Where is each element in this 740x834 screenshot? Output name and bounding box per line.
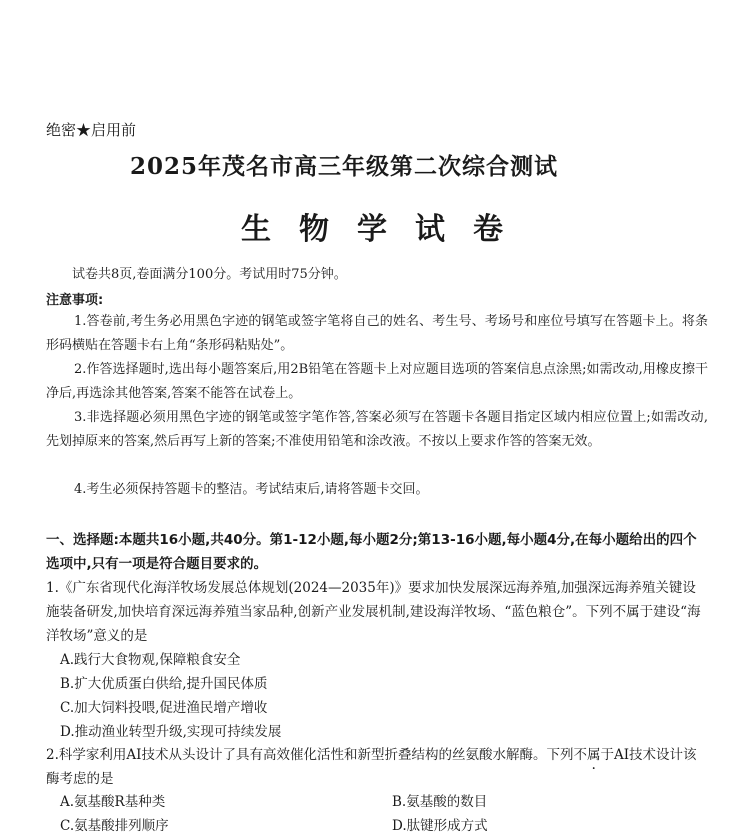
question-1-option-a: A.践行大食物观,保障粮食安全 bbox=[60, 652, 241, 668]
question-2-option-b: B.氨基酸的数目 bbox=[392, 794, 488, 810]
notice-item-2: 2.作答选择题时,选出每小题答案后,用2B铅笔在答题卡上对应题目选项的答案信息点涂黑;如需改动,用橡皮擦干净后,再选涂其他答案,答案不能答在试卷上。 bbox=[46, 362, 708, 401]
question-2-option-d: D.肽键形成方式 bbox=[392, 818, 488, 834]
notice-item-1: 1.答卷前,考生务必用黑色字迹的钢笔或签字笔将自己的姓名、考生号、考场号和座位号填写在答题卡上。将条形码横贴在答题卡右上角“条形码粘贴处”。 bbox=[46, 314, 708, 353]
question-2-option-a: A.氨基酸R基种类 bbox=[60, 794, 166, 810]
emphasized-not-belong: 不属于 bbox=[573, 747, 614, 763]
section-heading: 一、选择题:本题共16小题,共40分。第1-12小题,每小题2分;第13-16小题,每小题4分,在每小题给出的四个选项中,只有一项是符合题目要求的。 bbox=[46, 532, 697, 572]
question-2-stem-end: AI技术设计该酶考虑的是 bbox=[46, 747, 697, 787]
question-2-option-c: C.氨基酸排列顺序 bbox=[60, 818, 169, 834]
exam-intro: 试卷共8页,卷面满分100分。考试用时75分钟。 bbox=[72, 267, 347, 282]
notice-item-3: 3.非选择题必须用黑色字迹的钢笔或签字笔作答,答案必须写在答题卡各题目指定区域内相应位置上;如需改动,先划掉原来的答案,然后再写上新的答案;不准使用铅笔和涂改液。不按以上要求作答的答案无效。 bbox=[46, 410, 708, 449]
notice-heading: 注意事项: bbox=[46, 293, 104, 308]
question-1-stem: 1.《广东省现代化海洋牧场发展总体规划(2024—2035年)》要求加快发展深远海养殖,加强深远海养殖关键设施装备研发,加快培育深远海养殖当家品种,创新产业发展机制,建设海洋牧场、“蓝色粮仓”。下列不属于建设“海洋牧场”意义的是 bbox=[46, 580, 701, 644]
exam-title: 2025年茂名市高三年级第二次综合测试 bbox=[130, 153, 559, 180]
question-1-option-c: C.加大饲料投喂,促进渔民增产增收 bbox=[60, 700, 268, 716]
question-1-option-d: D.推动渔业转型升级,实现可持续发展 bbox=[60, 724, 282, 740]
question-2-stem bbox=[46, 743, 708, 791]
confidential-label: 绝密★启用前 bbox=[46, 121, 137, 139]
question-1-option-b: B.扩大优质蛋白供给,提升国民体质 bbox=[60, 676, 268, 692]
subject-title: 生物学试卷 bbox=[241, 212, 531, 247]
notice-item-4: 4.考生必须保持答题卡的整洁。考试结束后,请将答题卡交回。 bbox=[74, 482, 429, 497]
question-2-stem-start: 2.科学家利用AI技术从头设计了具有高效催化活性和新型折叠结构的丝氨酸水解酶。下列 bbox=[46, 747, 574, 763]
